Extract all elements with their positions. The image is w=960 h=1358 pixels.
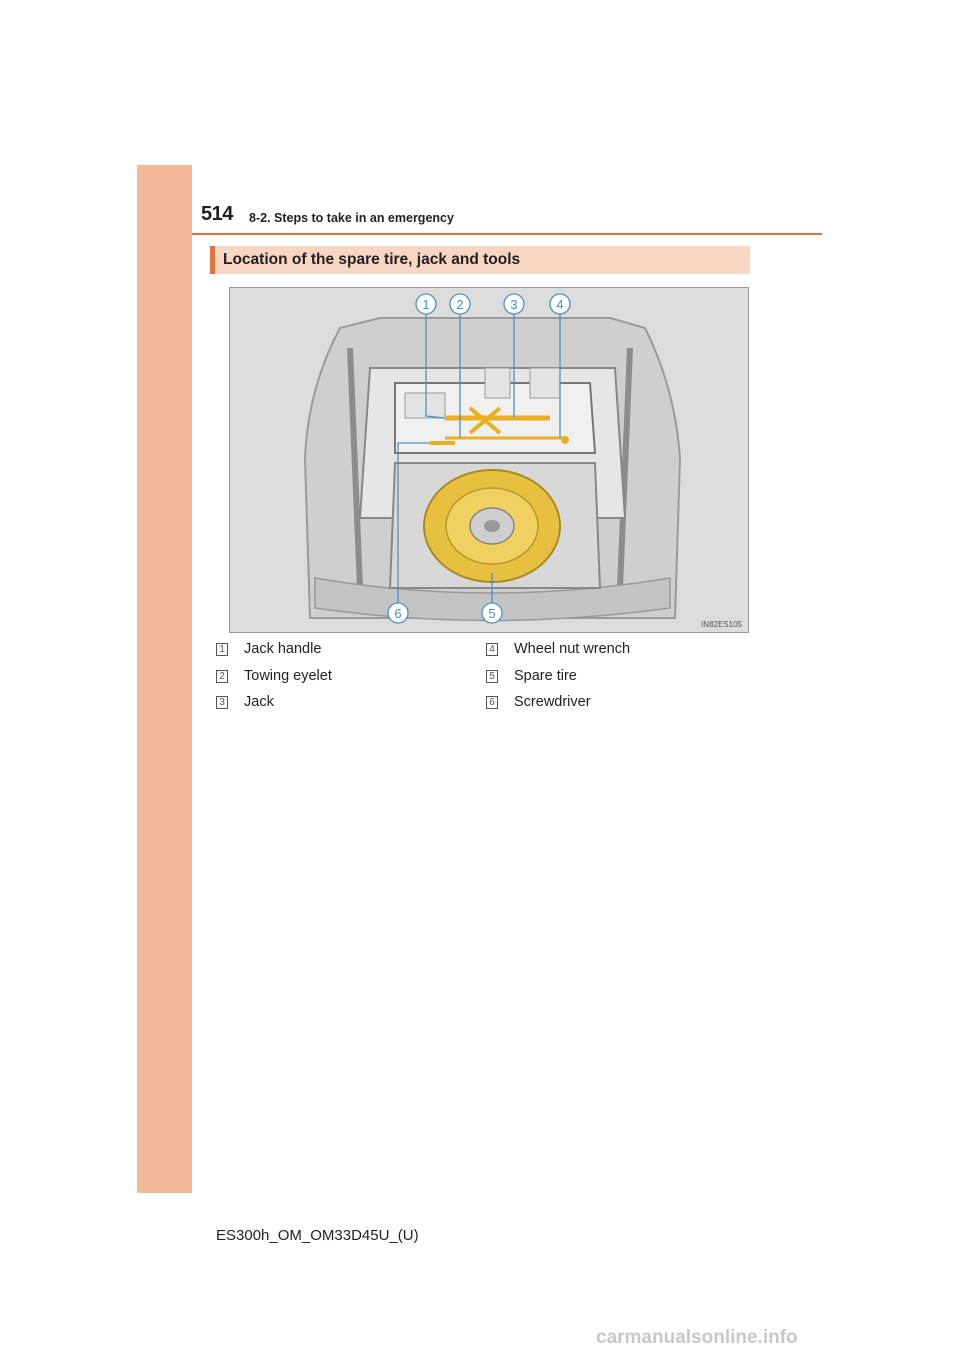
chapter-sidebar-tab [137,165,192,1193]
legend-item [486,668,577,684]
section-title: Location of the spare tire, jack and tools [223,251,521,268]
legend-label: Wheel nut wrench [514,641,631,657]
watermark: carmanualsonline.info [596,1327,798,1348]
callout-4: 4 [556,297,564,312]
legend-item [216,641,321,657]
legend-label: Jack handle [244,641,322,657]
callout-2: 2 [456,297,464,312]
section-header-accent [210,246,215,274]
section-header [210,246,750,274]
callout-3: 3 [510,297,518,312]
legend-label: Jack [244,694,274,710]
figure-code: IN82ES105 [701,620,742,629]
trunk-illustration [229,287,749,633]
legend-label: Towing eyelet [244,668,332,684]
legend-number: 5 [486,670,498,683]
legend-number: 3 [216,696,228,709]
legend-label: Screwdriver [514,694,591,710]
legend-item [216,694,274,710]
callout-1: 1 [422,297,430,312]
legend-number: 2 [216,670,228,683]
legend-number: 6 [486,696,498,709]
chapter-title: 8-2. Steps to take in an emergency [249,211,454,225]
callout-6: 6 [394,606,402,621]
legend-item [216,668,332,684]
page-number: 514 [201,203,233,225]
callout-5: 5 [488,606,496,621]
legend-number: 1 [216,643,228,656]
legend-item [486,694,591,710]
legend-number: 4 [486,643,498,656]
legend-item [486,641,630,657]
footer-model-code: ES300h_OM_OM33D45U_(U) [216,1227,419,1244]
trunk-drawing [230,288,749,633]
legend-label: Spare tire [514,668,577,684]
header-divider [192,233,822,235]
